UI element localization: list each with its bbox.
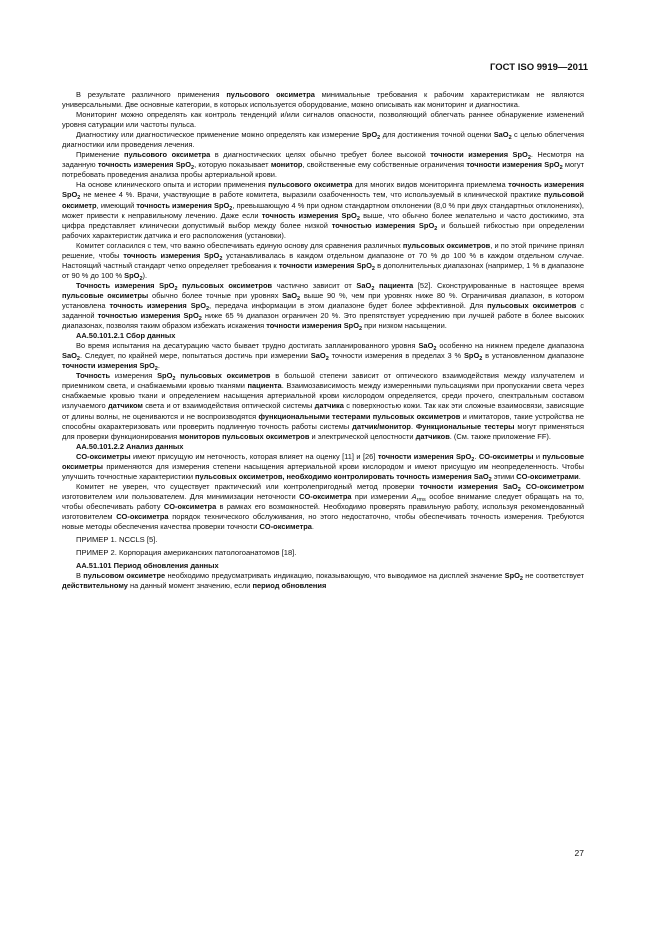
text-run: в большой степени зависит от оптического взаимодействия между излучателем и приемником света, и снабжаемыми кровью тканями	[62, 371, 584, 391]
text-run: Комитет согласился с тем, что важно обеспечивать единую основу для сравнения различных	[76, 240, 403, 250]
paragraph	[62, 452, 584, 482]
subscript-text: 2	[371, 265, 375, 272]
text-run: АА.50.101.2.2 Анализ данных	[76, 441, 184, 451]
text-run: точности измерения в пределах 3 %	[328, 351, 464, 361]
bold-term: датчиком	[107, 401, 143, 411]
subscript-text: 2	[433, 346, 437, 353]
bold-term: точности измерения SpO	[377, 451, 472, 461]
bold-term: точность измерения SpO	[123, 250, 220, 260]
text-run: частично зависит от	[272, 280, 357, 290]
bold-term: точности измерения SpO	[266, 321, 359, 331]
text-run: , имеющий	[96, 200, 137, 210]
text-run: в диагностических целях обычно требует более высокой	[210, 150, 431, 160]
bold-term: SpO	[124, 270, 140, 280]
text-run: с поверхностью кожи. Так как эти сложные взаимосвязи, зависящие от длины волны, не оцениваются и не воспроизводятся	[62, 401, 584, 421]
subscript-text: 2	[434, 225, 438, 232]
subscript-text: 2	[527, 155, 531, 162]
bold-term: SaO	[418, 341, 434, 351]
document-body	[62, 90, 584, 591]
bold-term: Точность измерения SpO	[76, 280, 175, 290]
text-run: не менее 4 %. Врачи, участвующие в работе комитета, выразили озабоченность тем, что используемый в клинической практике	[80, 190, 544, 200]
bold-term: пациента	[247, 381, 282, 391]
text-run: . (См. также приложение FF).	[449, 431, 551, 441]
text-run: .	[578, 471, 581, 481]
text-run: света и от взаимодействия оптической системы	[142, 401, 315, 411]
text-run: АА.50.101.2.1 Сбор данных	[76, 331, 176, 341]
bold-term: точность измерения SpO	[109, 300, 206, 310]
bold-term: точность измерения SpO	[261, 210, 357, 220]
subscript-text: 2	[219, 255, 223, 262]
text-run: АА.51.101 Период обновления данных	[76, 561, 219, 571]
text-run: , которую показывает	[194, 160, 271, 170]
bold-term: CO-оксиметры	[478, 451, 534, 461]
subscript-text: 2	[172, 376, 176, 383]
paragraph	[62, 241, 584, 281]
bold-term: пульсового оксиметра	[226, 90, 315, 99]
bold-term: SpO	[504, 571, 520, 581]
text-run: с заданной	[62, 300, 584, 321]
bold-term: CO-оксиметры	[76, 451, 131, 461]
subscript-text: 2	[356, 215, 360, 222]
bold-term: CO-оксиметра	[163, 501, 217, 511]
bold-term: точности измерения SaO	[419, 481, 518, 491]
bold-term: период обновления	[252, 581, 327, 591]
text-run: и имитаторов, такие устройства не способны охарактеризовать или проверить подлинную точность работы системы	[62, 411, 584, 431]
bold-term: действительному	[62, 581, 128, 591]
paragraph	[62, 130, 584, 150]
text-run: могут применяться для проверки функционирования	[62, 421, 585, 441]
bold-term: монитор	[270, 160, 303, 170]
text-run: имеют присущую им неточность, которая влияет на оценку [11] и [26]	[130, 451, 378, 461]
paragraph	[62, 341, 584, 371]
text-run: .	[474, 451, 479, 461]
bold-term: точность измерения SpO	[97, 160, 192, 170]
paragraph	[62, 571, 584, 591]
bold-term: Функциональные тестеры	[415, 421, 515, 431]
bold-term: мониторов пульсовых оксиметров	[179, 431, 310, 441]
subscript-text: 2	[325, 356, 329, 363]
text-run: . Взаимозависимость между измеренными пульсациями при пропускании света через снабжаемые кровью ткани и определением насыщения артериальной крови кислородом определяется, среди прочего, спектральным составом излучаемого	[62, 381, 584, 411]
paragraph	[62, 180, 584, 240]
text-run: и	[533, 451, 543, 461]
text-run: .	[157, 361, 160, 371]
subscript-text: 2	[191, 165, 195, 172]
subscript-text: 2	[139, 275, 143, 282]
text-run: измерения	[110, 371, 158, 381]
bold-term: датчика	[314, 401, 344, 411]
subscript-text: 2	[297, 295, 301, 302]
text-run: изготовителем или пользователем. Для минимизации неточности	[62, 491, 300, 501]
bold-term: пульсовые оксиметры	[62, 451, 584, 471]
bold-term: SaO	[282, 290, 298, 300]
subscript-text: 2	[77, 195, 81, 202]
text-run: применяются для измерения степени насыщения артериальной крови кислородом и имеют присущую им неопределенность. Чтобы улучшить точностные характеристики	[62, 461, 584, 481]
text-run: Комитет не уверен, что существует практический или контролепригодный метод проверки	[76, 481, 420, 491]
text-run: для достижения точной оценки	[380, 130, 494, 140]
bold-term: точностью измерения SpO	[97, 311, 199, 321]
bold-term: пульсовых оксиметров	[175, 371, 271, 381]
text-run: В	[76, 571, 84, 581]
section-heading	[62, 442, 584, 452]
bold-term: точности измерения SpO	[466, 160, 560, 170]
bold-term: точности измерения SpO	[430, 150, 528, 160]
bold-term: пульсовых оксиметров	[177, 280, 273, 290]
text-run: и большей гибкостью при определении рабочих характеристик датчика и его расположения (установки).	[62, 220, 585, 240]
bold-term: SaO	[356, 280, 372, 290]
subscript-text: 2	[559, 165, 563, 172]
bold-term: пациента	[374, 280, 414, 290]
subscript-text: 2	[198, 316, 202, 323]
bold-term: точности измерения SpO	[278, 260, 372, 270]
bold-term: пульсовых оксиметров	[487, 300, 577, 310]
text-run: Применение	[76, 150, 125, 160]
bold-term: SaO	[310, 351, 326, 361]
text-run: и электрической целостности	[309, 431, 416, 441]
text-run: обычно более точные при уровнях	[148, 290, 283, 300]
text-run: . Несмотря на заданную	[62, 150, 584, 170]
bold-term: точностью измерения SpO	[331, 220, 435, 230]
text-run: Мониторинг можно определять как контроль тенденций и/или сигналов опасности, позволяющий облегчать раннее обнаружение изменений уровня сатурации или частоты пульса.	[62, 110, 584, 130]
bold-term: пульсовых оксиметров	[402, 240, 491, 250]
subscript-text: 2	[488, 476, 492, 483]
subscript-text: 2	[508, 135, 512, 142]
text-run: на данный момент значению, если	[127, 581, 253, 591]
bold-term: датчик/монитор	[352, 421, 411, 431]
bold-term: SpO	[463, 351, 480, 361]
text-run: . Следует, по крайней мере, попытаться достичь при измерении	[79, 351, 311, 361]
text-run: .	[410, 421, 416, 431]
subscript-text: 2	[154, 366, 158, 373]
bold-term: CO-оксиметра	[259, 522, 312, 532]
bold-term: пульсовые оксиметры	[62, 290, 149, 300]
example-note	[62, 548, 584, 558]
text-run: , свойственные ему собственные ограничения	[302, 160, 467, 170]
text-run: в дополнительных диапазонах (например, 1 % в диапазоне от 90 % до 100 %	[62, 260, 584, 280]
bold-term: точность измерения SpO	[62, 180, 584, 200]
subscript-text: 2	[174, 285, 178, 292]
text-run: в установленном диапазоне	[482, 351, 584, 361]
bold-term: пульсовых оксиметров, необходимо контролировать точность измерения SaO	[195, 471, 489, 481]
bold-term: пульсовой оксиметр	[62, 190, 584, 210]
bold-term: CO-оксиметрами	[516, 471, 579, 481]
subscript-text: 2	[229, 205, 233, 212]
bold-term: SpO	[361, 130, 378, 140]
paragraph	[62, 482, 584, 532]
text-run: Диагностику или диагностическое применение можно определять как измерение	[76, 130, 362, 140]
bold-term: SpO	[157, 371, 173, 381]
subscript-text: rms	[416, 496, 426, 503]
text-run: ниже 65 % диапазон ограничен 20 %. Это препятствует усреднению при лучшей работе в более высоких диапазонах, позволяя таким образом избежать искажения	[62, 311, 584, 331]
text-run: с целью облегчения диагностики или проведения лечения.	[62, 130, 585, 150]
standard-header: ГОСТ ISO 9919—2011	[490, 62, 588, 73]
subscript-text: 2	[76, 356, 80, 363]
text-run: ПРИМЕР 1. NCCLS [5].	[76, 535, 158, 545]
text-run: при измерении	[351, 491, 412, 501]
text-run: устанавливалась в каждом отдельном диапазоне от 70 % до 100 % в каждом отдельном случае. Настоящий частный стандарт четко определяет требования к	[62, 250, 584, 270]
paragraph	[62, 90, 584, 110]
text-run: ).	[142, 270, 148, 280]
paragraph	[62, 110, 584, 130]
bold-term: пульсового оксиметра	[124, 150, 211, 160]
bold-term: CO-оксиметра	[299, 491, 352, 501]
text-run: [52]. Сконструированные в настоящее время	[413, 280, 584, 290]
example-note	[62, 535, 584, 545]
text-run: особое внимание следует обращать на то, чтобы обеспечивать работу	[62, 491, 584, 511]
subscript-text: 2	[359, 326, 363, 333]
text-run: особенно на нижнем пределе диапазона	[436, 341, 584, 351]
subscript-text: 2	[519, 576, 523, 583]
text-run: .	[311, 522, 314, 532]
subscript-text: 2	[471, 456, 475, 463]
text-run: A	[411, 491, 417, 501]
bold-term: SaO	[62, 351, 77, 361]
subscript-text: 2	[517, 486, 521, 493]
text-run: Во время испытания на десатурацию часто бывает трудно достигать запланированного уровня	[76, 341, 419, 351]
bold-term: CO-оксиметра	[116, 511, 169, 521]
text-run: этими	[491, 471, 517, 481]
bold-term: CO-оксиметром	[520, 481, 584, 491]
text-run: ПРИМЕР 2. Корпорация американских патологоанатомов [18].	[76, 548, 297, 558]
paragraph	[62, 281, 584, 331]
text-run: выше 90 %, чем при уровнях ниже 80 %. Ограничивая диапазон, в котором установлена	[62, 290, 584, 310]
text-run: , превышающую 4 % при одном стандартном отклонении (8,0 % при двух стандартных отклонениях), может привести к неправильному лечению. Даже если	[62, 200, 584, 220]
subscript-text: 2	[377, 135, 381, 142]
bold-term: Точность	[76, 371, 111, 381]
subscript-text: 2	[205, 305, 210, 312]
text-run: могут потребовать проведения анализа пробы артериальной крови.	[62, 160, 585, 180]
text-run: не соответствует	[522, 571, 584, 581]
bold-term: датчиков	[415, 431, 450, 441]
subscript-text: 2	[479, 356, 483, 363]
text-run: в рамках его возможностей. Необходимо проверять правильную работу, используя рекомендованный изготовителем	[62, 501, 584, 521]
paragraph	[62, 371, 584, 441]
text-run: минимальные требования к рабочим характеристикам не являются универсальными. Две основные категории, в которых используется оборудование, можно описывать как мониторинг и диагностика.	[62, 90, 584, 110]
paragraph	[62, 150, 584, 180]
section-heading	[62, 331, 584, 341]
text-run: необходимо предусматривать индикацию, показывающую, что выводимое на дисплей значение	[165, 571, 505, 581]
subscript-text: 2	[371, 285, 375, 292]
text-run: , передача информации в этом диапазоне будет более эффективной. Для	[209, 300, 488, 310]
text-run: , и по этой причине принял решение, чтобы	[62, 240, 584, 260]
text-run: На основе клинического опыта и истории применения	[76, 180, 269, 190]
section-heading	[62, 561, 584, 571]
bold-term: пульсового оксиметра	[268, 180, 353, 190]
bold-term: SaO	[493, 130, 509, 140]
text-run: выше, что обычно более желательно и часто достижимо, эта цифра представляет клинически допустимый выбор между более низкой	[62, 210, 584, 230]
bold-term: точности измерения SpO	[62, 361, 155, 371]
bold-term: пульсовом оксиметре	[83, 571, 166, 581]
text-run: при низком насыщении.	[362, 321, 447, 331]
page-number: 27	[574, 848, 584, 858]
bold-term: точность измерения SpO	[136, 200, 230, 210]
text-run: для многих видов мониторинга приемлема	[352, 180, 509, 190]
text-run: порядок технического обслуживания, но этого недостаточно, чтобы обеспечивать точность измерения. Требуются новые методы обеспечения качества проверки точности	[62, 511, 584, 532]
text-run: В результате различного применения	[76, 90, 227, 99]
bold-term: функциональными тестерами пульсовых оксиметров	[258, 411, 461, 421]
